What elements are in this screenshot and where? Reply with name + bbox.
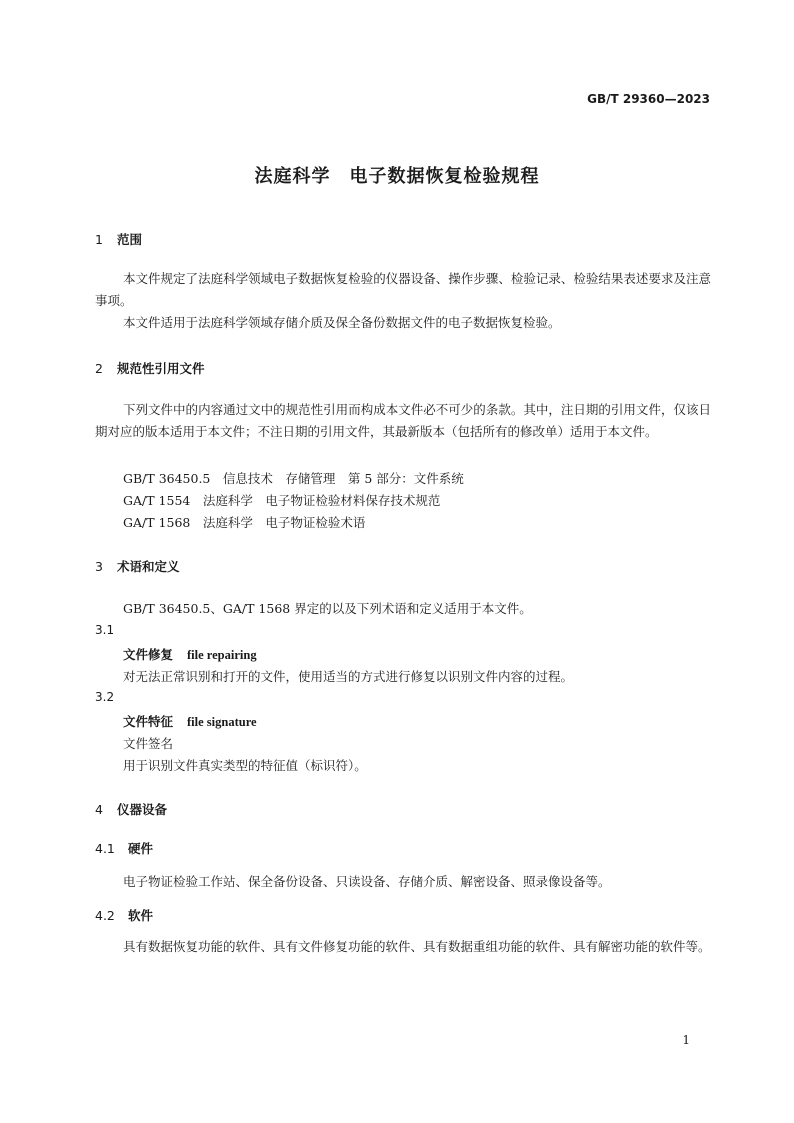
term-en: file repairing <box>187 648 257 662</box>
section-title: 仪器设备 <box>117 802 168 817</box>
term-number: 3.1 <box>95 623 115 637</box>
paragraph-text: 具有数据恢复功能的软件、具有文件修复功能的软件、具有数据重组功能的软件、具有解密功能的软件等。 <box>123 939 711 954</box>
subsection-4-1-heading <box>95 839 153 857</box>
subsection-4-2-heading <box>95 906 153 924</box>
reference-item: GB/T 36450.5 信息技术 存储管理 第 5 部分：文件系统 <box>123 471 464 486</box>
section-number: 3 <box>95 559 103 574</box>
section-1-paragraph-2 <box>95 312 711 334</box>
term-cn: 文件特征 <box>123 714 174 729</box>
page-number: 1 <box>682 1033 690 1047</box>
section-3-heading <box>95 557 180 575</box>
standard-code: GB/T 29360—2023 <box>587 92 710 106</box>
term-cn: 文件修复 <box>123 647 174 662</box>
section-number: 2 <box>95 361 103 376</box>
subsection-title: 软件 <box>128 908 154 923</box>
section-2-heading <box>95 359 205 377</box>
reference-item: GA/T 1554 法庭科学 电子物证检验材料保存技术规范 <box>123 493 441 508</box>
section-title: 术语和定义 <box>117 559 180 574</box>
term-entry <box>123 712 257 730</box>
document-title: 法庭科学 电子数据恢复检验规程 <box>254 166 540 187</box>
subsection-number: 4.1 <box>95 841 115 856</box>
term-entry <box>123 645 257 663</box>
section-title: 规范性引用文件 <box>117 361 205 376</box>
section-4-heading <box>95 800 167 818</box>
section-number: 1 <box>95 232 103 247</box>
paragraph-text: 下列文件中的内容通过文中的规范性引用而构成本文件必不可少的条款。其中，注日期的引用文件，仅该日期对应的版本适用于本文件；不注日期的引用文件，其最新版本（包括所有的修改单）适用于本文件。 <box>95 402 711 439</box>
subsection-4-1-text: 电子物证检验工作站、保全备份设备、只读设备、存储介质、解密设备、照录像设备等。 <box>123 874 611 889</box>
term-synonym: 文件签名 <box>123 736 174 751</box>
section-3-intro: GB/T 36450.5、GA/T 1568 界定的以及下列术语和定义适用于本文件。 <box>123 601 532 616</box>
term-en: file signature <box>187 715 257 729</box>
reference-item: GA/T 1568 法庭科学 电子物证检验术语 <box>123 515 366 530</box>
term-definition: 对无法正常识别和打开的文件，使用适当的方式进行修复以识别文件内容的过程。 <box>123 669 574 684</box>
subsection-title: 硬件 <box>128 841 154 856</box>
section-title: 范围 <box>117 232 143 247</box>
paragraph-text: 本文件适用于法庭科学领域存储介质及保全备份数据文件的电子数据恢复检验。 <box>123 315 561 330</box>
subsection-4-2-text <box>95 936 711 958</box>
section-1-heading <box>95 230 142 248</box>
section-2-paragraph-1 <box>95 399 711 443</box>
paragraph-text: 本文件规定了法庭科学领域电子数据恢复检验的仪器设备、操作步骤、检验记录、检验结果表述要求及注意事项。 <box>95 271 711 308</box>
subsection-number: 4.2 <box>95 908 115 923</box>
term-number: 3.2 <box>95 690 115 704</box>
section-number: 4 <box>95 802 103 817</box>
term-definition: 用于识别文件真实类型的特征值（标识符）。 <box>123 758 367 773</box>
section-1-paragraph-1 <box>95 268 711 312</box>
